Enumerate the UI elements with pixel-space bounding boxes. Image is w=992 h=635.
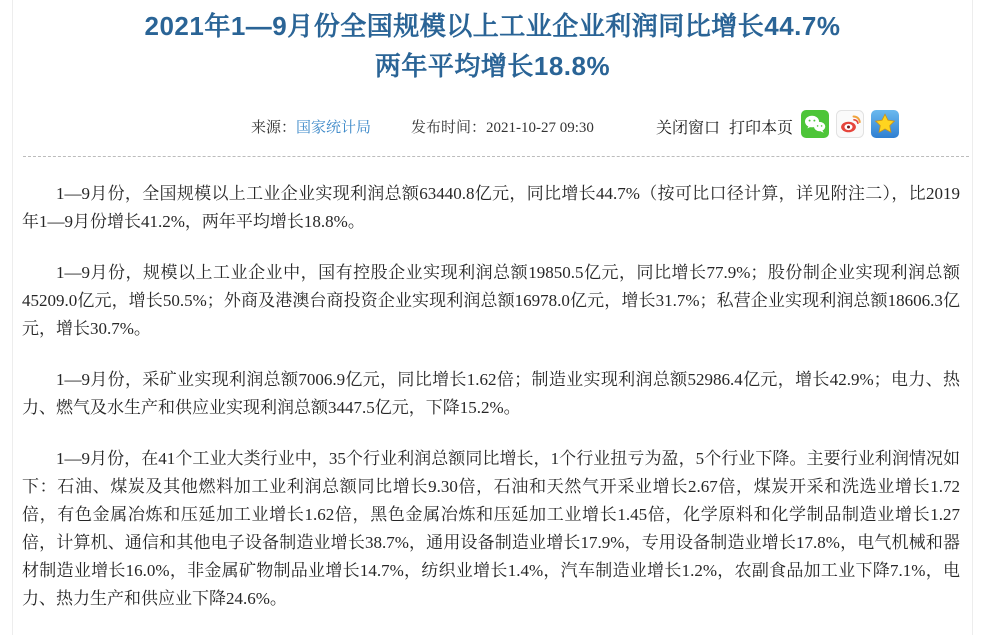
weibo-share-icon[interactable] (836, 110, 864, 138)
source-field (251, 116, 371, 137)
publish-time-field (411, 116, 594, 137)
paragraph-sector-totals: 1—9月份，采矿业实现利润总额7006.9亿元，同比增长1.62倍；制造业实现利润总额52986.4亿元，增长42.9%；电力、热力、燃气及水生产和供应业实现利润总额3447.5亿元，下降15.2%。 (22, 370, 960, 417)
paragraph-ownership-types: 1—9月份，规模以上工业企业中，国有控股企业实现利润总额19850.5亿元，同比增长77.9%；股份制企业实现利润总额45209.0亿元，增长50.5%；外商及港澳台商投资企业实现利润总额16978.0亿元，增长31.7%；私营企业实现利润总额18606.3亿元，增长30.7%。 (22, 263, 960, 338)
page-title (13, 6, 972, 86)
page-title-line1: 2021年1—9月份全国规模以上工业企业利润同比增长44.7% (144, 11, 841, 41)
meta-bar (13, 110, 972, 142)
source-link[interactable]: 国家统计局 (296, 120, 372, 136)
paragraph-industry-breakdown: 1—9月份，在41个工业大类行业中，35个行业利润总额同比增长，1个行业扭亏为盈，5个行业下降。主要行业利润情况如下：石油、煤炭及其他燃料加工业利润总额同比增长9.30倍，石油和天然气开采业增长2.67倍，煤炭开采和洗选业增长1.72倍，有色金属冶炼和压延加工业增长1.62倍，黑色金属冶炼和压延加工业增长1.45倍，化学原料和化学制品制造业增长1.27倍，计算机、通信和其他电子设备制造业增长38.7%，通用设备制造业增长17.9%，专用设备制造业增长17.8%，电气机械和器材制造业增长16.0%，非金属矿物制品业增长14.7%，纺织业增长1.4%，汽车制造业增长1.2%，农副食品加工业下降7.1%，电力、热力生产和供应业下降24.6%。 (22, 449, 960, 608)
article-page (12, 0, 973, 635)
wechat-share-icon[interactable] (801, 110, 829, 138)
print-page-link[interactable]: 打印本页 (729, 120, 794, 137)
source-label: 来源： (251, 120, 297, 136)
close-window-link[interactable]: 关闭窗口 (656, 120, 721, 137)
page-actions (656, 115, 802, 138)
qzone-share-icon[interactable] (871, 110, 899, 138)
page-title-line2: 两年平均增长18.8% (374, 51, 611, 81)
publish-time-value: 2021-10-27 09:30 (486, 120, 594, 136)
share-icons (801, 110, 899, 138)
paragraph-overview: 1—9月份，全国规模以上工业企业实现利润总额63440.8亿元，同比增长44.7%（按可比口径计算，详见附注二），比2019年1—9月份增长41.2%，两年平均增长18.8%。 (22, 184, 960, 231)
article-body (22, 157, 960, 613)
publish-time-label: 发布时间： (411, 120, 487, 136)
